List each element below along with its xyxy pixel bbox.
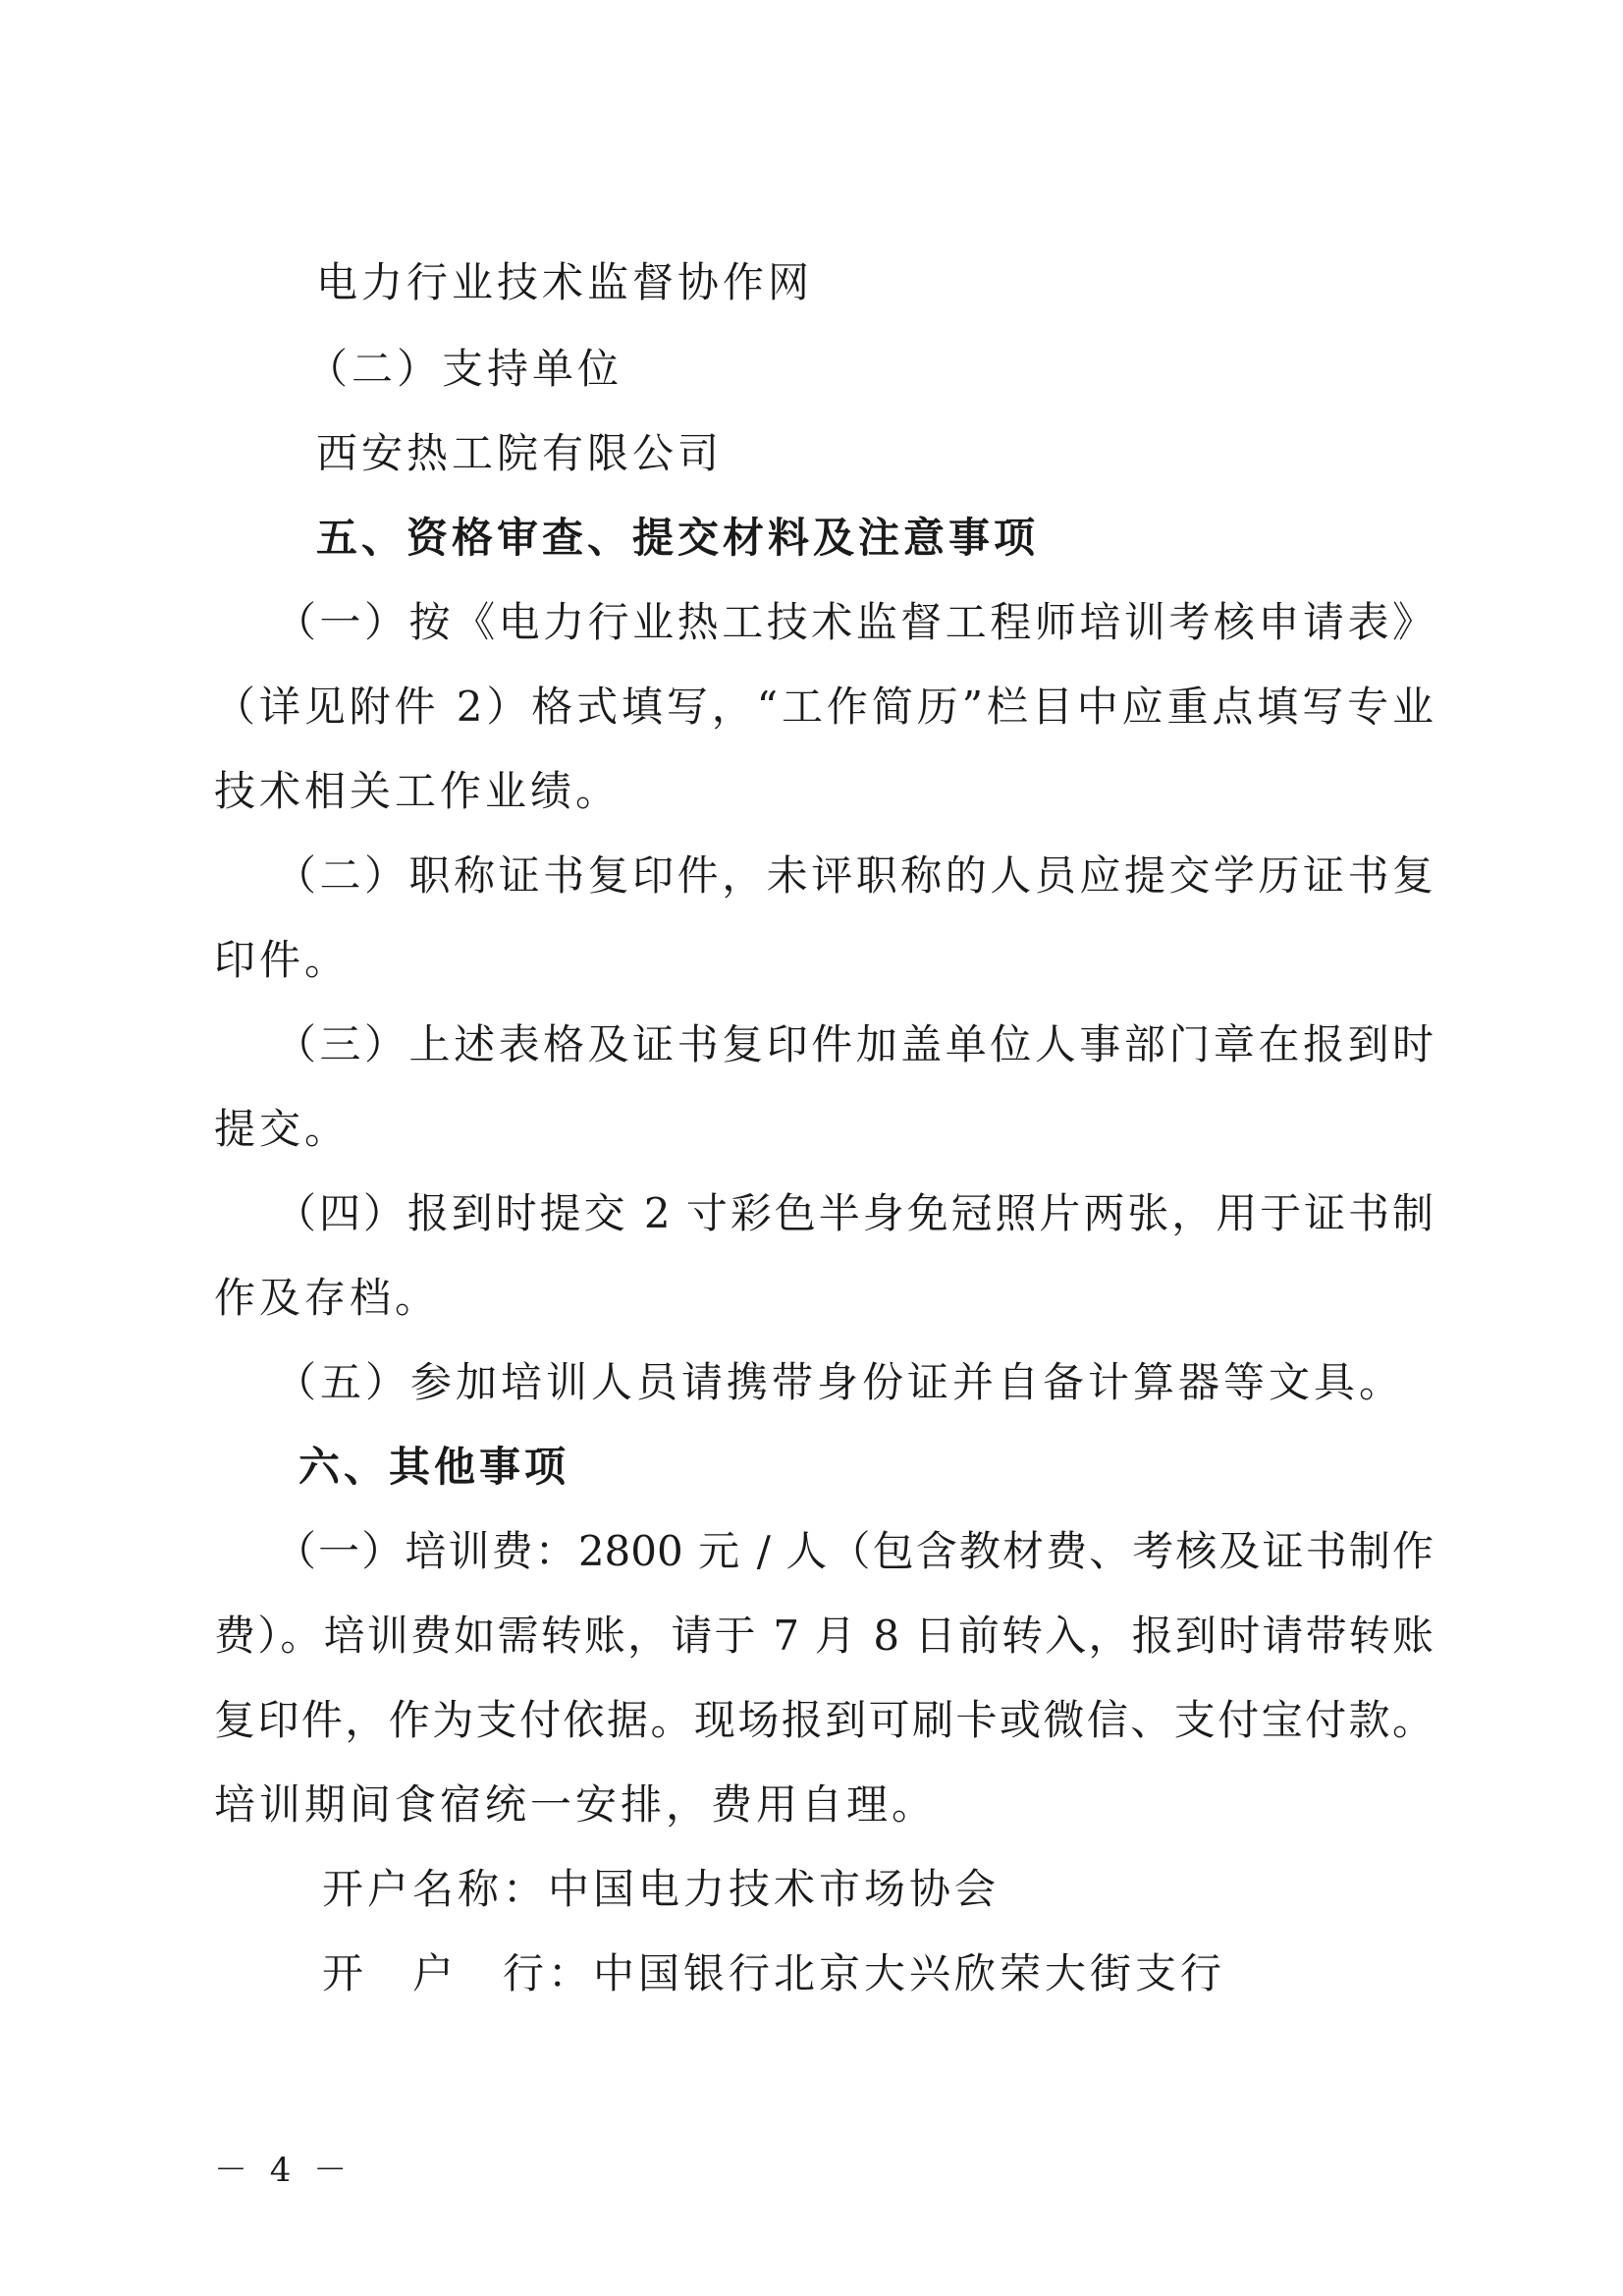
paragraph-line: （三）上述表格及证书复印件加盖单位人事部门章在报到时 xyxy=(275,1020,1434,1068)
paragraph-line: （五）参加培训人员请携带身份证并自备计算器等文具。 xyxy=(275,1358,1405,1406)
paragraph-line: 作及存档。 xyxy=(214,1274,441,1322)
section-heading-6: 六、其他事项 xyxy=(298,1443,570,1491)
paragraph-line: 费）。培训费如需转账，请于 7 月 8 日前转入，报到时请带转账 xyxy=(214,1612,1434,1660)
paragraph-line: （一）按《电力行业热工技术监督工程师培训考核申请表》 xyxy=(275,598,1434,646)
paragraph-line: （二）职称证书复印件，未评职称的人员应提交学历证书复 xyxy=(275,851,1434,900)
section-heading-support-unit: （二）支持单位 xyxy=(306,345,623,393)
paragraph-line: 印件。 xyxy=(214,936,351,984)
section-heading-5: 五、资格审查、提交材料及注意事项 xyxy=(316,514,1040,562)
support-unit-name: 西安热工院有限公司 xyxy=(316,429,724,477)
account-name: 开户名称：中国电力技术市场协会 xyxy=(322,1865,1001,1913)
paragraph-line: 培训期间食宿统一安排，费用自理。 xyxy=(214,1780,938,1829)
page-number: － 4 － xyxy=(214,2151,353,2190)
paragraph-line: （四）报到时提交 2 寸彩色半身免冠照片两张，用于证书制 xyxy=(275,1189,1434,1237)
paragraph-line: 复印件，作为支付依据。现场报到可刷卡或微信、支付宝付款。 xyxy=(214,1696,1434,1744)
paragraph-line: （详见附件 2）格式填写，“工作简历”栏目中应重点填写专业 xyxy=(214,683,1434,731)
paragraph-line: 技术相关工作业绩。 xyxy=(214,767,622,815)
paragraph-line: （一）培训费：2800 元 / 人（包含教材费、考核及证书制作 xyxy=(275,1527,1434,1575)
account-bank: 开 户 行：中国银行北京大兴欣荣大街支行 xyxy=(322,1949,1226,1997)
paragraph-line: 提交。 xyxy=(214,1105,351,1153)
support-network-name: 电力行业技术监督协作网 xyxy=(316,258,814,306)
